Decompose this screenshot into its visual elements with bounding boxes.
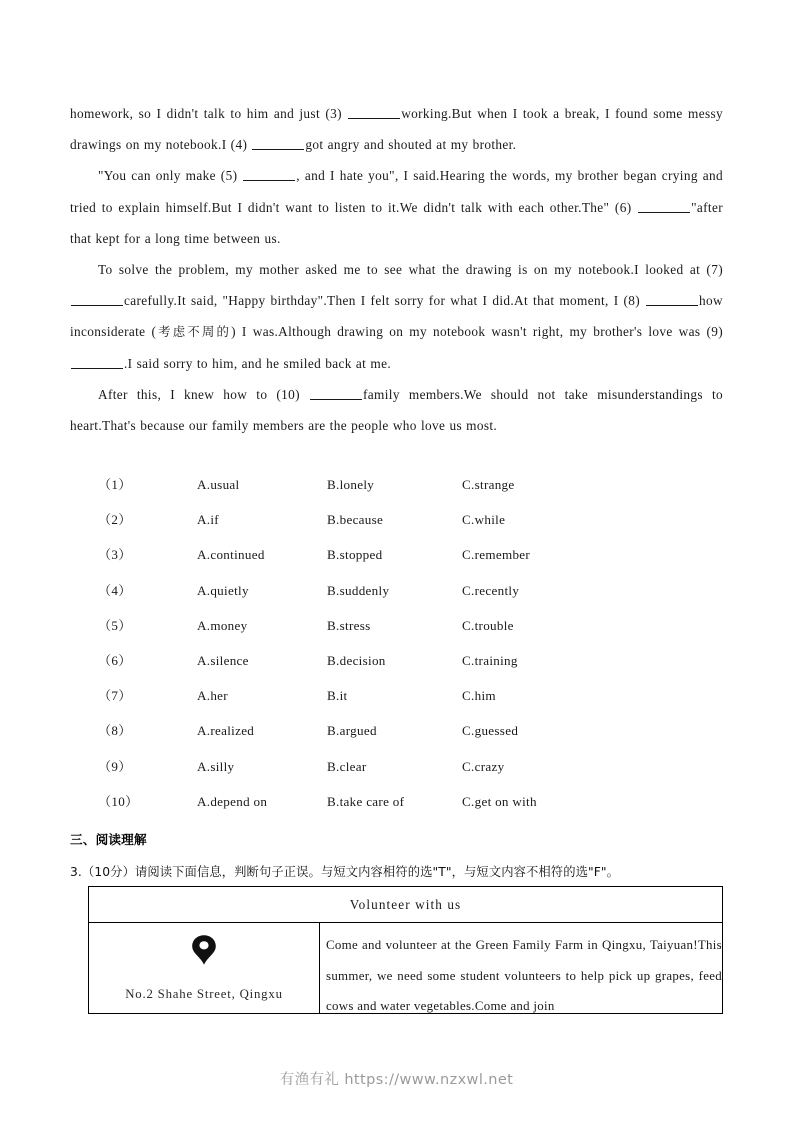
passage-text: "You can only make (5) bbox=[98, 168, 243, 184]
option-choice-a[interactable]: A.usual bbox=[197, 477, 240, 492]
option-choice-b[interactable]: B.clear bbox=[327, 758, 367, 774]
passage-text: family members.We should not take misunderstandings to heart.That's because our family members are the people who love us most. bbox=[70, 386, 724, 434]
option-choice-c[interactable]: C.recently bbox=[462, 582, 520, 598]
passage-text: After this, I knew how to (10) bbox=[98, 386, 310, 402]
option-number: （4） bbox=[98, 582, 132, 598]
answer-blank[interactable] bbox=[310, 386, 362, 400]
option-row bbox=[70, 474, 723, 509]
option-choice-c[interactable]: C.strange bbox=[462, 477, 515, 492]
option-choice-a[interactable]: A.money bbox=[197, 617, 248, 633]
option-number: （1） bbox=[98, 477, 132, 492]
option-choice-a[interactable]: A.continued bbox=[197, 547, 265, 563]
option-number: （6） bbox=[98, 652, 132, 668]
passage-text: how inconsiderate ( bbox=[70, 293, 723, 340]
passage-text: "after that kept for a long time between us. bbox=[70, 199, 723, 246]
answer-blank[interactable] bbox=[71, 292, 123, 306]
option-choice-c[interactable]: C.trouble bbox=[462, 617, 514, 633]
passage-text: carefully.It said, "Happy birthday".Then I felt sorry for what I did.At that moment, I (8) bbox=[124, 293, 646, 309]
option-choice-b[interactable]: B.it bbox=[327, 688, 348, 704]
option-row bbox=[70, 685, 723, 720]
option-choice-c[interactable]: C.while bbox=[462, 512, 506, 528]
option-row bbox=[70, 544, 723, 579]
chinese-gloss: 考虑不周的 bbox=[156, 324, 232, 340]
option-choice-b[interactable]: B.take care of bbox=[327, 793, 405, 809]
passage-paragraph bbox=[70, 98, 723, 160]
option-choice-a[interactable]: A.quietly bbox=[197, 582, 249, 598]
option-choice-c[interactable]: C.training bbox=[462, 652, 518, 668]
option-number: （5） bbox=[98, 617, 132, 633]
answer-blank[interactable] bbox=[638, 199, 690, 213]
passage-text: ) I was.Although drawing on my notebook wasn't right, my brother's love was (9) bbox=[231, 324, 724, 340]
poster-location-cell bbox=[89, 923, 320, 1013]
poster-description-text: Come and volunteer at the Green Family Farm in Qingxu, Taiyuan!This summer, we need some student volunteers to help pick up grapes, feed cows and water vegetables.Come and join bbox=[326, 938, 722, 1013]
option-number: （10） bbox=[98, 793, 139, 809]
passage-text: homework, so I didn't talk to him and just (3) bbox=[70, 106, 348, 121]
answer-blank[interactable] bbox=[252, 136, 304, 150]
passage-paragraph bbox=[70, 379, 723, 441]
option-choice-a[interactable]: A.silly bbox=[197, 758, 235, 774]
passage-text: To solve the problem, my mother asked me to see what the drawing is on my notebook.I looked at (7) bbox=[98, 262, 723, 278]
option-row bbox=[70, 756, 723, 791]
option-choice-a[interactable]: A.realized bbox=[197, 723, 255, 739]
option-number: （3） bbox=[98, 547, 132, 563]
passage-text: got angry and shouted at my brother. bbox=[305, 137, 517, 153]
option-choice-c[interactable]: C.get on with bbox=[462, 793, 537, 809]
option-row bbox=[70, 720, 723, 755]
option-row bbox=[70, 580, 723, 615]
option-choice-c[interactable]: C.remember bbox=[462, 547, 531, 563]
answer-blank[interactable] bbox=[71, 355, 123, 369]
option-choice-a[interactable]: A.depend on bbox=[197, 793, 268, 809]
passage-text: , and I hate you", I said.Hearing the words, my brother began crying and tried to explain himself.But I didn't want to listen to it.We didn't talk with each other.The" (6) bbox=[70, 168, 723, 215]
option-choice-b[interactable]: B.argued bbox=[327, 723, 377, 739]
option-choice-b[interactable]: B.stopped bbox=[327, 547, 383, 563]
option-choice-b[interactable]: B.because bbox=[327, 512, 384, 528]
option-choice-a[interactable]: A.if bbox=[197, 512, 219, 528]
section-heading: 三、阅读理解 bbox=[70, 832, 147, 847]
option-number: （2） bbox=[98, 512, 132, 528]
option-number: （8） bbox=[98, 723, 132, 739]
option-choice-c[interactable]: C.him bbox=[462, 688, 496, 704]
poster-title: Volunteer with us bbox=[89, 887, 722, 923]
option-choice-c[interactable]: C.crazy bbox=[462, 758, 505, 774]
passage-paragraph bbox=[70, 160, 723, 254]
option-number: （9） bbox=[98, 758, 132, 774]
option-choice-b[interactable]: B.stress bbox=[327, 617, 371, 633]
passage-paragraph bbox=[70, 254, 723, 379]
answer-blank[interactable] bbox=[348, 105, 400, 119]
option-choice-b[interactable]: B.decision bbox=[327, 652, 386, 668]
option-choice-c[interactable]: C.guessed bbox=[462, 723, 519, 739]
options-list bbox=[70, 474, 723, 826]
footer-watermark: 有渔有礼 https://www.nzxwl.net bbox=[279, 1072, 514, 1088]
option-choice-b[interactable]: B.lonely bbox=[327, 477, 375, 492]
option-choice-a[interactable]: A.her bbox=[197, 688, 228, 704]
passage-text: working.But when I took a break, I found some messy drawings on my notebook.I (4) bbox=[70, 106, 723, 153]
poster-address-text: No.2 Shahe Street, Qingxu bbox=[125, 987, 283, 1001]
cloze-passage bbox=[70, 98, 723, 441]
question-3-prompt: 3.（10分）请阅读下面信息，判断句子正误。与短文内容相符的选"T"，与短文内容不相符的选"F"。 bbox=[70, 865, 620, 879]
option-choice-b[interactable]: B.suddenly bbox=[327, 582, 390, 598]
option-row bbox=[70, 791, 723, 826]
volunteer-poster-table bbox=[88, 886, 723, 1014]
answer-blank[interactable] bbox=[243, 167, 295, 181]
answer-blank[interactable] bbox=[646, 292, 698, 306]
poster-description-cell bbox=[320, 923, 722, 1013]
option-choice-a[interactable]: A.silence bbox=[197, 652, 249, 668]
map-pin-icon bbox=[191, 934, 217, 971]
option-row bbox=[70, 615, 723, 650]
poster-body-row bbox=[89, 923, 722, 1013]
passage-text: .I said sorry to him, and he smiled back at me. bbox=[124, 355, 392, 371]
option-row bbox=[70, 509, 723, 544]
option-row bbox=[70, 650, 723, 685]
option-number: （7） bbox=[98, 688, 132, 704]
